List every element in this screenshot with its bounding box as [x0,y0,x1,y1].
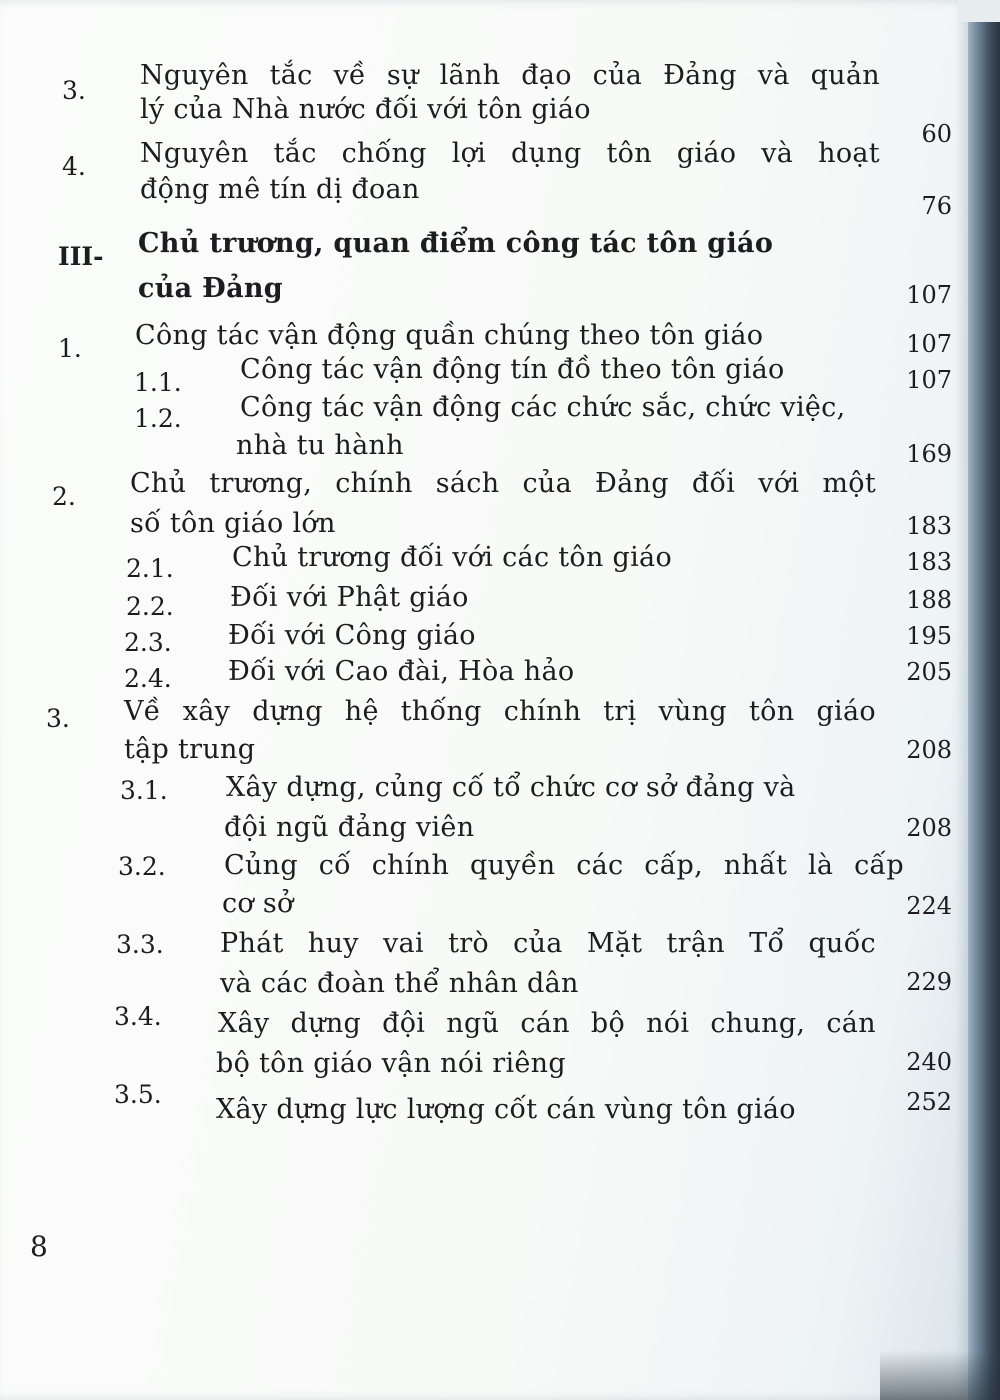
section-number: III- [58,242,104,271]
page-corner [958,0,1000,22]
entry-word: giáo [816,696,876,727]
entry-word: quốc [808,928,876,959]
entry-word: sách [435,468,500,499]
entry-word: lợi [451,138,487,169]
entry-page: 195 [906,622,952,650]
entry-page: 252 [906,1088,952,1116]
entry-title-line: Đối với Cao đài, Hòa hảo [228,656,575,687]
entry-word: quản [810,60,880,91]
entry-page: 183 [906,512,952,540]
entry-number: 3. [46,704,70,733]
entry-word: vùng [658,696,728,727]
entry-word: của [513,928,563,959]
entry-word: đội [382,1008,426,1039]
entry-word: một [822,468,876,499]
entry-word: vai [383,928,424,959]
entry-word: tôn [749,696,795,727]
entry-page: 208 [906,736,952,764]
entry-word: bộ [590,1008,626,1039]
entry-word: trận [666,928,725,959]
entry-word: Xây [218,1008,270,1039]
entry-title-line: cơ sở [222,888,294,919]
entry-word: Đảng [663,60,737,91]
entry-title-line: số tôn giáo lớn [130,508,336,539]
entry-number: 2.3. [124,628,172,657]
entry-word: xây [182,696,231,727]
entry-word: đạo [521,60,572,91]
entry-page: 208 [906,814,952,842]
entry-title-line: và các đoàn thể nhân dân [220,968,579,999]
entry-page: 240 [906,1048,952,1076]
entry-title-line: Xây dựng, củng cố tổ chức cơ sở đảng và [226,772,796,803]
entry-title-line: đội ngũ đảng viên [224,812,475,843]
entry-word: cán [826,1008,876,1039]
entry-word: của [522,468,572,499]
entry-number: 1.1. [134,368,182,397]
entry-page: 169 [906,440,952,468]
entry-word: cấp [854,850,904,881]
entry-word: của [592,60,643,91]
entry-number: 3.4. [114,1002,162,1031]
entry-title-line: tập trung [124,734,256,765]
entry-number: 1. [58,334,82,363]
entry-word: tắc [273,138,317,169]
entry-word: hệ [344,696,379,727]
entry-number: 3.5. [114,1080,162,1109]
entry-word: lãnh [439,60,501,91]
entry-number: 2.4. [124,664,172,693]
entry-word: trương, [209,468,313,499]
entry-number: 2. [52,482,76,511]
entry-word: Tổ [749,928,785,959]
entry-word: các [576,850,624,881]
entry-word: hoạt [818,138,880,169]
entry-word: nhất [723,850,788,881]
entry-title-line: Đối với Phật giáo [230,582,469,613]
entry-title-line: Đối với Công giáo [228,620,476,651]
entry-page: 76 [921,192,952,220]
entry-word: huy [307,928,359,959]
entry-number: 3.3. [116,930,164,959]
entry-word: và [757,60,790,91]
entry-title-line [224,852,904,879]
entry-page: 205 [906,658,952,686]
entry-word: về [333,60,366,91]
entry-title-line: Công tác vận động tín đồ theo tôn giáo [240,354,785,385]
entry-title-line: động mê tín dị đoan [140,174,420,205]
entry-title-line: Công tác vận động các chức sắc, chức việc, [240,392,846,423]
entry-title-line [140,140,880,167]
entry-word: Phát [220,928,284,959]
entry-title-line: Xây dựng lực lượng cốt cán vùng tôn giáo [216,1094,796,1125]
entry-page: 183 [906,548,952,576]
entry-word: Nguyên [140,138,249,169]
entry-word: tôn [606,138,652,169]
entry-number: 2.1. [126,554,174,583]
entry-page: 224 [906,892,952,920]
entry-title-line [130,470,876,497]
entry-word: Củng [224,850,298,881]
entry-word: cán [520,1008,570,1039]
entry-word: dựng [290,1008,362,1039]
page-shadow [880,1350,1000,1400]
entry-word: ngũ [446,1008,500,1039]
entry-word: giáo [676,138,737,169]
entry-word: Nguyên [140,60,249,91]
entry-number: 4. [62,152,86,181]
entry-word: là [807,850,834,881]
entry-word: với [758,468,800,499]
entry-title-line: Công tác vận động quần chúng theo tôn giáo [135,320,764,351]
entry-word: nói [646,1008,690,1039]
entry-word: cấp, [644,850,704,881]
entry-page: 107 [906,366,952,394]
entry-word: và [761,138,794,169]
entry-number: 3.2. [118,852,166,881]
entry-title-line [218,1010,876,1037]
entry-word: chính [371,850,450,881]
section-title-line: Chủ trương, quan điểm công tác tôn giáo [138,228,774,259]
entry-title-line: bộ tôn giáo vận nói riêng [216,1048,566,1079]
entry-word: trò [448,928,489,959]
entry-word: Mặt [586,928,643,959]
entry-page: 188 [906,586,952,614]
entry-number: 1.2. [134,404,182,433]
entry-word: dụng [511,138,582,169]
entry-word: tắc [269,60,313,91]
entry-word: Về [124,696,161,727]
entry-title-line [220,930,876,957]
entry-word: chính [503,696,582,727]
entry-title-line: Chủ trương đối với các tôn giáo [232,542,672,573]
entry-word: chính [335,468,413,499]
section-title-line: của Đảng [138,273,283,304]
entry-word: Đảng [595,468,669,499]
entry-page: 60 [921,120,952,148]
entry-number: 3. [62,76,86,105]
entry-word: cố [318,850,351,881]
entry-word: sự [386,60,419,91]
entry-word: chung, [710,1008,806,1039]
entry-title-line: lý của Nhà nước đối với tôn giáo [140,94,591,125]
entry-word: đối [691,468,736,499]
entry-word: dựng [252,696,323,727]
page-number: 8 [30,1230,48,1263]
book-spine-edge [968,0,1000,1400]
entry-number: 3.1. [120,776,168,805]
entry-number: 2.2. [126,592,174,621]
entry-page: 107 [906,330,952,358]
entry-word: quyền [470,850,556,881]
entry-word: chống [341,138,427,169]
entry-page: 107 [906,281,952,309]
entry-title-line: nhà tu hành [236,430,404,461]
entry-word: thống [400,696,482,727]
entry-page: 229 [906,968,952,996]
entry-word: trị [603,696,637,727]
entry-word: Chủ [130,468,187,499]
entry-title-line [124,698,876,725]
entry-title-line [140,62,880,89]
